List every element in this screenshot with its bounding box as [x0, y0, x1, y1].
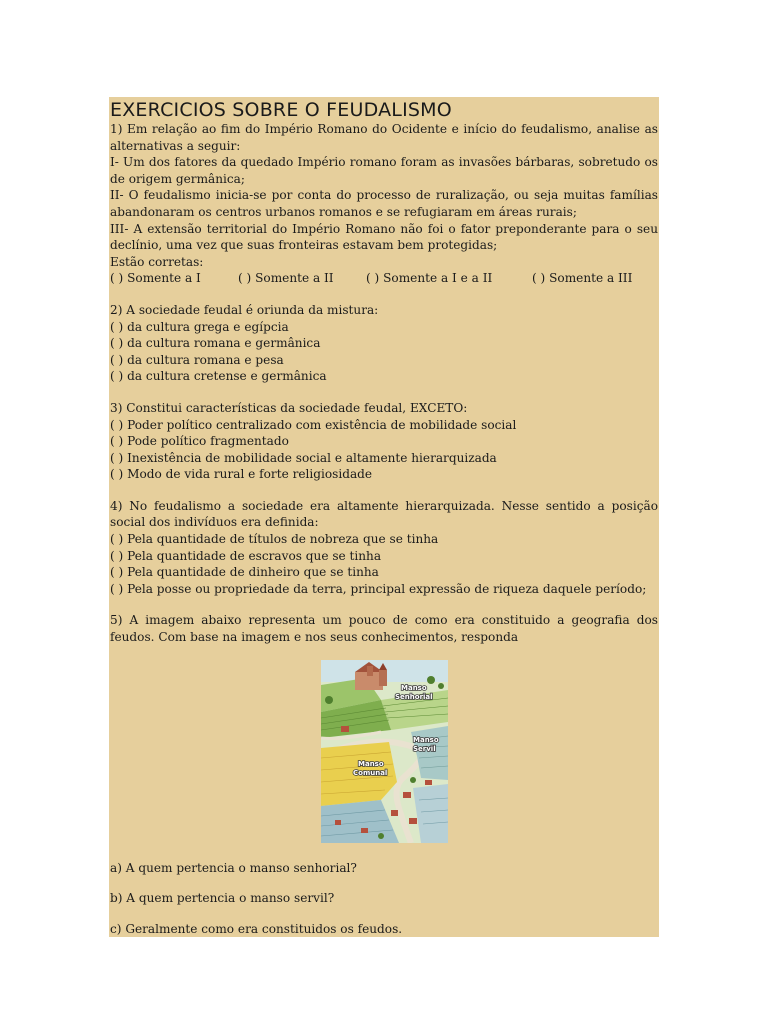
- label-servil-1: Manso: [413, 736, 439, 744]
- manor-illustration: [321, 660, 448, 843]
- q3-option[interactable]: ( ) Pode político fragmentado: [110, 434, 289, 449]
- q3-option[interactable]: ( ) Poder político centralizado com existência de mobilidade social: [110, 417, 517, 432]
- q4-option[interactable]: ( ) Pela quantidade de títulos de nobreza que se tinha: [110, 532, 439, 547]
- label-servil-2: Servil: [413, 745, 436, 753]
- q5-intro: 5) A imagem abaixo representa um pouco de como era constituido a geografia dos feudos. Com base na imagem e nos seus conhecimentos, responda: [110, 613, 658, 645]
- q3-option[interactable]: ( ) Inexistência de mobilidade social e altamente hierarquizada: [110, 450, 497, 465]
- label-senhorial-1: Manso: [401, 684, 427, 692]
- q1-option[interactable]: ( ) Somente a III: [532, 271, 633, 286]
- q1-prompt: Estão corretas:: [110, 254, 204, 269]
- q4-intro: 4) No feudalismo a sociedade era altamente hierarquizada. Nesse sentido a posição social dos indivíduos era definida:: [110, 498, 658, 530]
- q1-statement-ii: II- O feudalismo inicia-se por conta do processo de ruralização, ou seja muitas famílias abandonaram os centros urbanos romanos e se refugiaram em áreas rurais;: [110, 188, 658, 219]
- page-title: EXERCICIOS SOBRE O FEUDALISMO: [110, 99, 452, 121]
- label-comunal-1: Manso: [358, 760, 384, 768]
- q4-option[interactable]: ( ) Pela quantidade de dinheiro que se tinha: [110, 565, 379, 580]
- q2-option[interactable]: ( ) da cultura cretense e germânica: [110, 369, 327, 384]
- q1-options: [109, 270, 659, 287]
- q2-intro: 2) A sociedade feudal é oriunda da mistura:: [110, 302, 379, 317]
- label-comunal-2: Comunal: [353, 769, 388, 777]
- label-senhorial-2: Senhorial: [395, 693, 433, 701]
- q5-question-c: c) Geralmente como era constituidos os feudos.: [110, 922, 403, 936]
- q2-option[interactable]: ( ) da cultura grega e egípcia: [110, 319, 289, 334]
- q1-statement-iii: III- A extensão territorial do Império Romano não foi o fator preponderante para o seu declínio, uma vez que suas fronteiras estavam bem protegidas;: [110, 221, 658, 253]
- q4-option[interactable]: ( ) Pela posse ou propriedade da terra, principal expressão de riqueza daquele período;: [110, 581, 647, 596]
- q1-intro: 1) Em relação ao fim do Império Romano do Ocidente e início do feudalismo, analise as alternativas a seguir:: [110, 122, 658, 153]
- q5-question-b: b) A quem pertencia o manso servil?: [110, 891, 335, 905]
- q1-option[interactable]: ( ) Somente a II: [238, 271, 334, 286]
- q5-question-a: a) A quem pertencia o manso senhorial?: [110, 861, 357, 875]
- q2-option[interactable]: ( ) da cultura romana e germânica: [110, 336, 321, 351]
- q3-option[interactable]: ( ) Modo de vida rural e forte religiosidade: [110, 467, 373, 482]
- q3-intro: 3) Constitui características da sociedade feudal, EXCETO:: [110, 400, 468, 415]
- q1-option[interactable]: ( ) Somente a I e a II: [366, 271, 493, 286]
- q1-statement-i: I- Um dos fatores da quedado Império romano foram as invasões bárbaras, sobretudo os de origem germânica;: [110, 155, 658, 186]
- q4-option[interactable]: ( ) Pela quantidade de escravos que se tinha: [110, 548, 382, 563]
- q2-option[interactable]: ( ) da cultura romana e pesa: [110, 352, 284, 367]
- feudal-manor-map: [321, 660, 448, 843]
- q1-option[interactable]: ( ) Somente a I: [110, 271, 201, 286]
- worksheet-page: [109, 97, 659, 937]
